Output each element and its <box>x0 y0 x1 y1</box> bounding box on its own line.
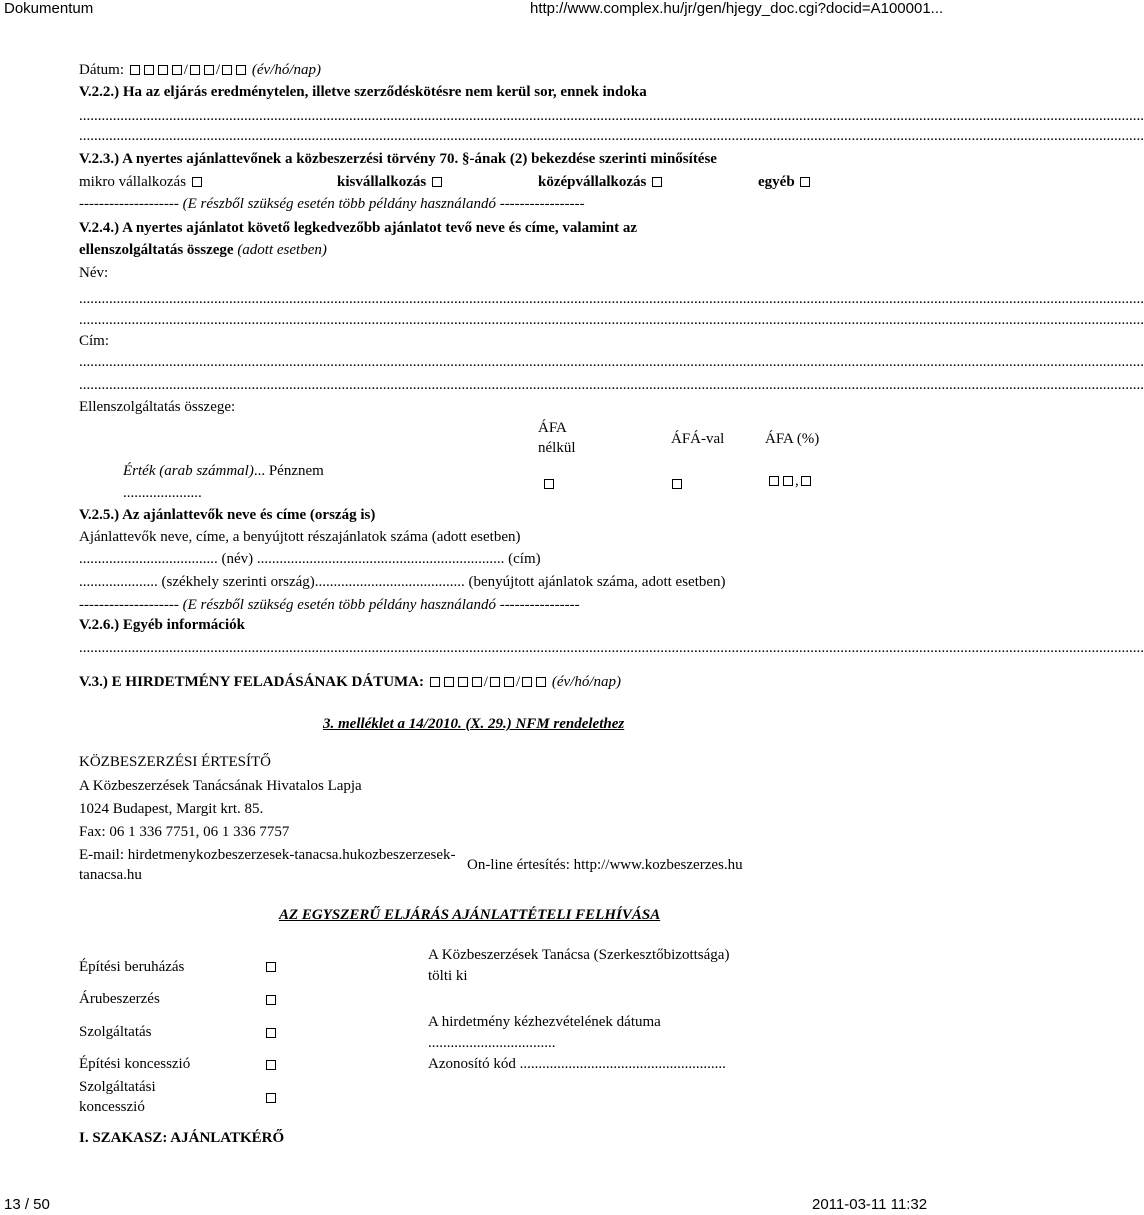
receipt-date-dots[interactable]: .................................. <box>428 1035 556 1051</box>
section-1-title: I. SZAKASZ: AJÁNLATKÉRŐ <box>79 1130 285 1146</box>
col-vat-pct: ÁFA (%) <box>765 431 820 447</box>
date-year-box-4[interactable] <box>172 65 182 75</box>
date-year-box-3[interactable] <box>158 65 168 75</box>
app-title: Dokumentum <box>4 0 94 17</box>
option-medium-label: középvállalkozás <box>538 174 647 190</box>
date-day-box-2[interactable] <box>236 65 246 75</box>
editorial-fill-line: A Közbeszerzések Tanácsa (Szerkesztőbizottsága) <box>428 947 730 963</box>
timestamp: 2011-03-11 11:32 <box>812 1196 928 1213</box>
col-without-vat: ÁFA nélkül <box>538 420 576 456</box>
checkbox-without-vat[interactable] <box>544 479 554 489</box>
checkbox-with-vat[interactable] <box>672 479 682 489</box>
checkbox-small[interactable] <box>432 177 442 187</box>
bidders-line: Ajánlattevők neve, címe, a benyújtott részajánlatok száma (adott esetben) <box>79 529 521 545</box>
type-item: Szolgáltatási koncesszió <box>79 1079 156 1115</box>
publisher-online: On-line értesítés: http://www.kozbeszerzes.hu <box>467 857 743 873</box>
dotted-line[interactable]: ............................................................................................................................................................................................................................................................................................ <box>79 128 1144 144</box>
dispatch-day-box-1[interactable] <box>522 677 532 687</box>
dotted-line[interactable]: ............................................................................................................................................................................................................................................................................................ <box>79 354 1144 370</box>
section-v224-suffix: (adott esetben) <box>237 242 327 258</box>
dispatch-date-format: (év/hó/nap) <box>551 674 621 690</box>
publisher-address: 1024 Budapest, Margit krt. 85. <box>79 801 264 817</box>
dotted-line[interactable]: ............................................................................................................................................................................................................................................................................................ <box>79 312 1144 328</box>
id-code[interactable]: Azonosító kód ....................................................... <box>428 1056 726 1072</box>
type-item: Szolgáltatás <box>79 1024 152 1040</box>
dotted-line[interactable]: ............................................................................................................................................................................................................................................................................................ <box>79 108 1144 124</box>
dotted-line[interactable]: ............................................................................................................................................................................................................................................................................................ <box>79 377 1144 393</box>
checkbox-other[interactable] <box>800 177 810 187</box>
repeat-note: -------------------- (E részből szükség esetén több példány használandó ----------------- <box>79 196 585 212</box>
publisher-fax: Fax: 06 1 336 7751, 06 1 336 7757 <box>79 824 290 840</box>
date-year-box-2[interactable] <box>144 65 154 75</box>
amount-label: Ellenszolgáltatás összege: <box>79 399 236 415</box>
section-v222-title: V.2.2.) Ha az eljárás eredménytelen, illetve szerződéskötésre nem kerül sor, ennek indoka <box>79 84 647 100</box>
value-dots[interactable]: ..................... <box>123 485 202 501</box>
vat-pct-box-2[interactable] <box>783 476 793 486</box>
section-v3: V.3.) E HIRDETMÉNY FELADÁSÁNAK DÁTUMA: / / (év/hó/nap) <box>79 674 621 690</box>
checkbox-medium[interactable] <box>652 177 662 187</box>
dispatch-day-box-2[interactable] <box>536 677 546 687</box>
form-title: AZ EGYSZERŰ ELJÁRÁS AJÁNLATTÉTELI FELHÍVÁSA <box>279 907 661 923</box>
publisher-line: A Közbeszerzések Tanácsának Hivatalos Lapja <box>79 778 362 794</box>
dispatch-month-box-2[interactable] <box>504 677 514 687</box>
publisher-email: E-mail: hirdetmenykozbeszerzesek-tanacsa.hukozbeszerzesek- <box>79 847 456 863</box>
editorial-fill-line: tölti ki <box>428 968 468 984</box>
name-label: Név: <box>79 265 109 281</box>
date-year-box-1[interactable] <box>130 65 140 75</box>
type-item: Árubeszerzés <box>79 991 160 1007</box>
type-checkbox[interactable] <box>266 995 276 1005</box>
option-medium[interactable] <box>538 173 664 191</box>
publisher-email-cont: tanacsa.hu <box>79 867 142 883</box>
type-item: Építési beruházás <box>79 959 185 975</box>
col-with-vat: ÁFÁ-val <box>671 431 725 447</box>
annex-reference: 3. melléklet a 14/2010. (X. 29.) NFM rendelethez <box>323 716 625 732</box>
value-label-italic: Érték (arab számmal) <box>123 463 254 479</box>
date-label: Dátum: <box>79 62 124 78</box>
value-row-label <box>123 462 324 480</box>
option-micro[interactable] <box>79 173 204 191</box>
bidders-country-count[interactable]: ..................... (székhely szerinti ország)........................................ (benyújtott ajánlatok száma, adott esetben) <box>79 574 726 590</box>
dispatch-year-box-2[interactable] <box>444 677 454 687</box>
dispatch-year-box-4[interactable] <box>472 677 482 687</box>
type-checkbox[interactable] <box>266 962 276 972</box>
section-v226-title: V.2.6.) Egyéb információk <box>79 617 245 633</box>
dotted-line[interactable]: ............................................................................................................................................................................................................................................................................................ <box>79 640 1144 656</box>
date-month-box-1[interactable] <box>190 65 200 75</box>
option-micro-label: mikro vállalkozás <box>79 174 187 190</box>
dispatch-year-box-1[interactable] <box>430 677 440 687</box>
option-small[interactable] <box>337 173 444 191</box>
section-v225-title: V.2.5.) Az ajánlattevők neve és címe (ország is) <box>79 507 376 523</box>
publisher-title: KÖZBESZERZÉSI ÉRTESÍTŐ <box>79 754 272 770</box>
option-other-label: egyéb <box>758 174 795 190</box>
section-v224-title: V.2.4.) A nyertes ajánlatot követő legkedvezőbb ajánlatot tevő neve és címe, valamint az <box>79 220 637 236</box>
dispatch-month-box-1[interactable] <box>490 677 500 687</box>
bidders-name-address[interactable]: ..................................... (név) .................................................................. (cím) <box>79 551 541 567</box>
date-month-box-2[interactable] <box>204 65 214 75</box>
type-checkbox[interactable] <box>266 1093 276 1103</box>
page-counter: 13 / 50 <box>4 1196 50 1213</box>
vat-pct-box-1[interactable] <box>769 476 779 486</box>
section-v3-title: V.3.) E HIRDETMÉNY FELADÁSÁNAK DÁTUMA: <box>79 674 425 690</box>
type-item: Építési koncesszió <box>79 1056 191 1072</box>
vat-pct-box-3[interactable] <box>801 476 811 486</box>
checkbox-micro[interactable] <box>192 177 202 187</box>
repeat-note: -------------------- (E részből szükség esetén több példány használandó ---------------- <box>79 597 580 613</box>
page-url[interactable]: http://www.complex.hu/jr/gen/hjegy_doc.cgi?docid=A100001... <box>530 0 944 17</box>
option-other[interactable] <box>758 173 812 191</box>
dispatch-year-box-3[interactable] <box>458 677 468 687</box>
date-day-box-1[interactable] <box>222 65 232 75</box>
type-checkbox[interactable] <box>266 1060 276 1070</box>
date-line: Dátum: / / (év/hó/nap) <box>79 62 321 78</box>
vat-pct-separator: , <box>795 473 799 489</box>
address-label: Cím: <box>79 333 110 349</box>
type-checkbox[interactable] <box>266 1028 276 1038</box>
value-label-rest: ... Pénznem <box>253 463 324 479</box>
section-v223-title: V.2.3.) A nyertes ajánlattevőnek a közbeszerzési törvény 70. §-ának (2) bekezdése szerinti minősítése <box>79 151 717 167</box>
section-v224-title-cont <box>79 241 327 259</box>
date-format: (év/hó/nap) <box>251 62 321 78</box>
option-small-label: kisvállalkozás <box>337 174 427 190</box>
section-v224-title-line2: ellenszolgáltatás összege <box>79 242 234 258</box>
receipt-date-label: A hirdetmény kézhezvételének dátuma <box>428 1014 661 1030</box>
dotted-line[interactable]: ............................................................................................................................................................................................................................................................................................ <box>79 291 1144 307</box>
vat-pct-boxes[interactable] <box>767 472 813 490</box>
